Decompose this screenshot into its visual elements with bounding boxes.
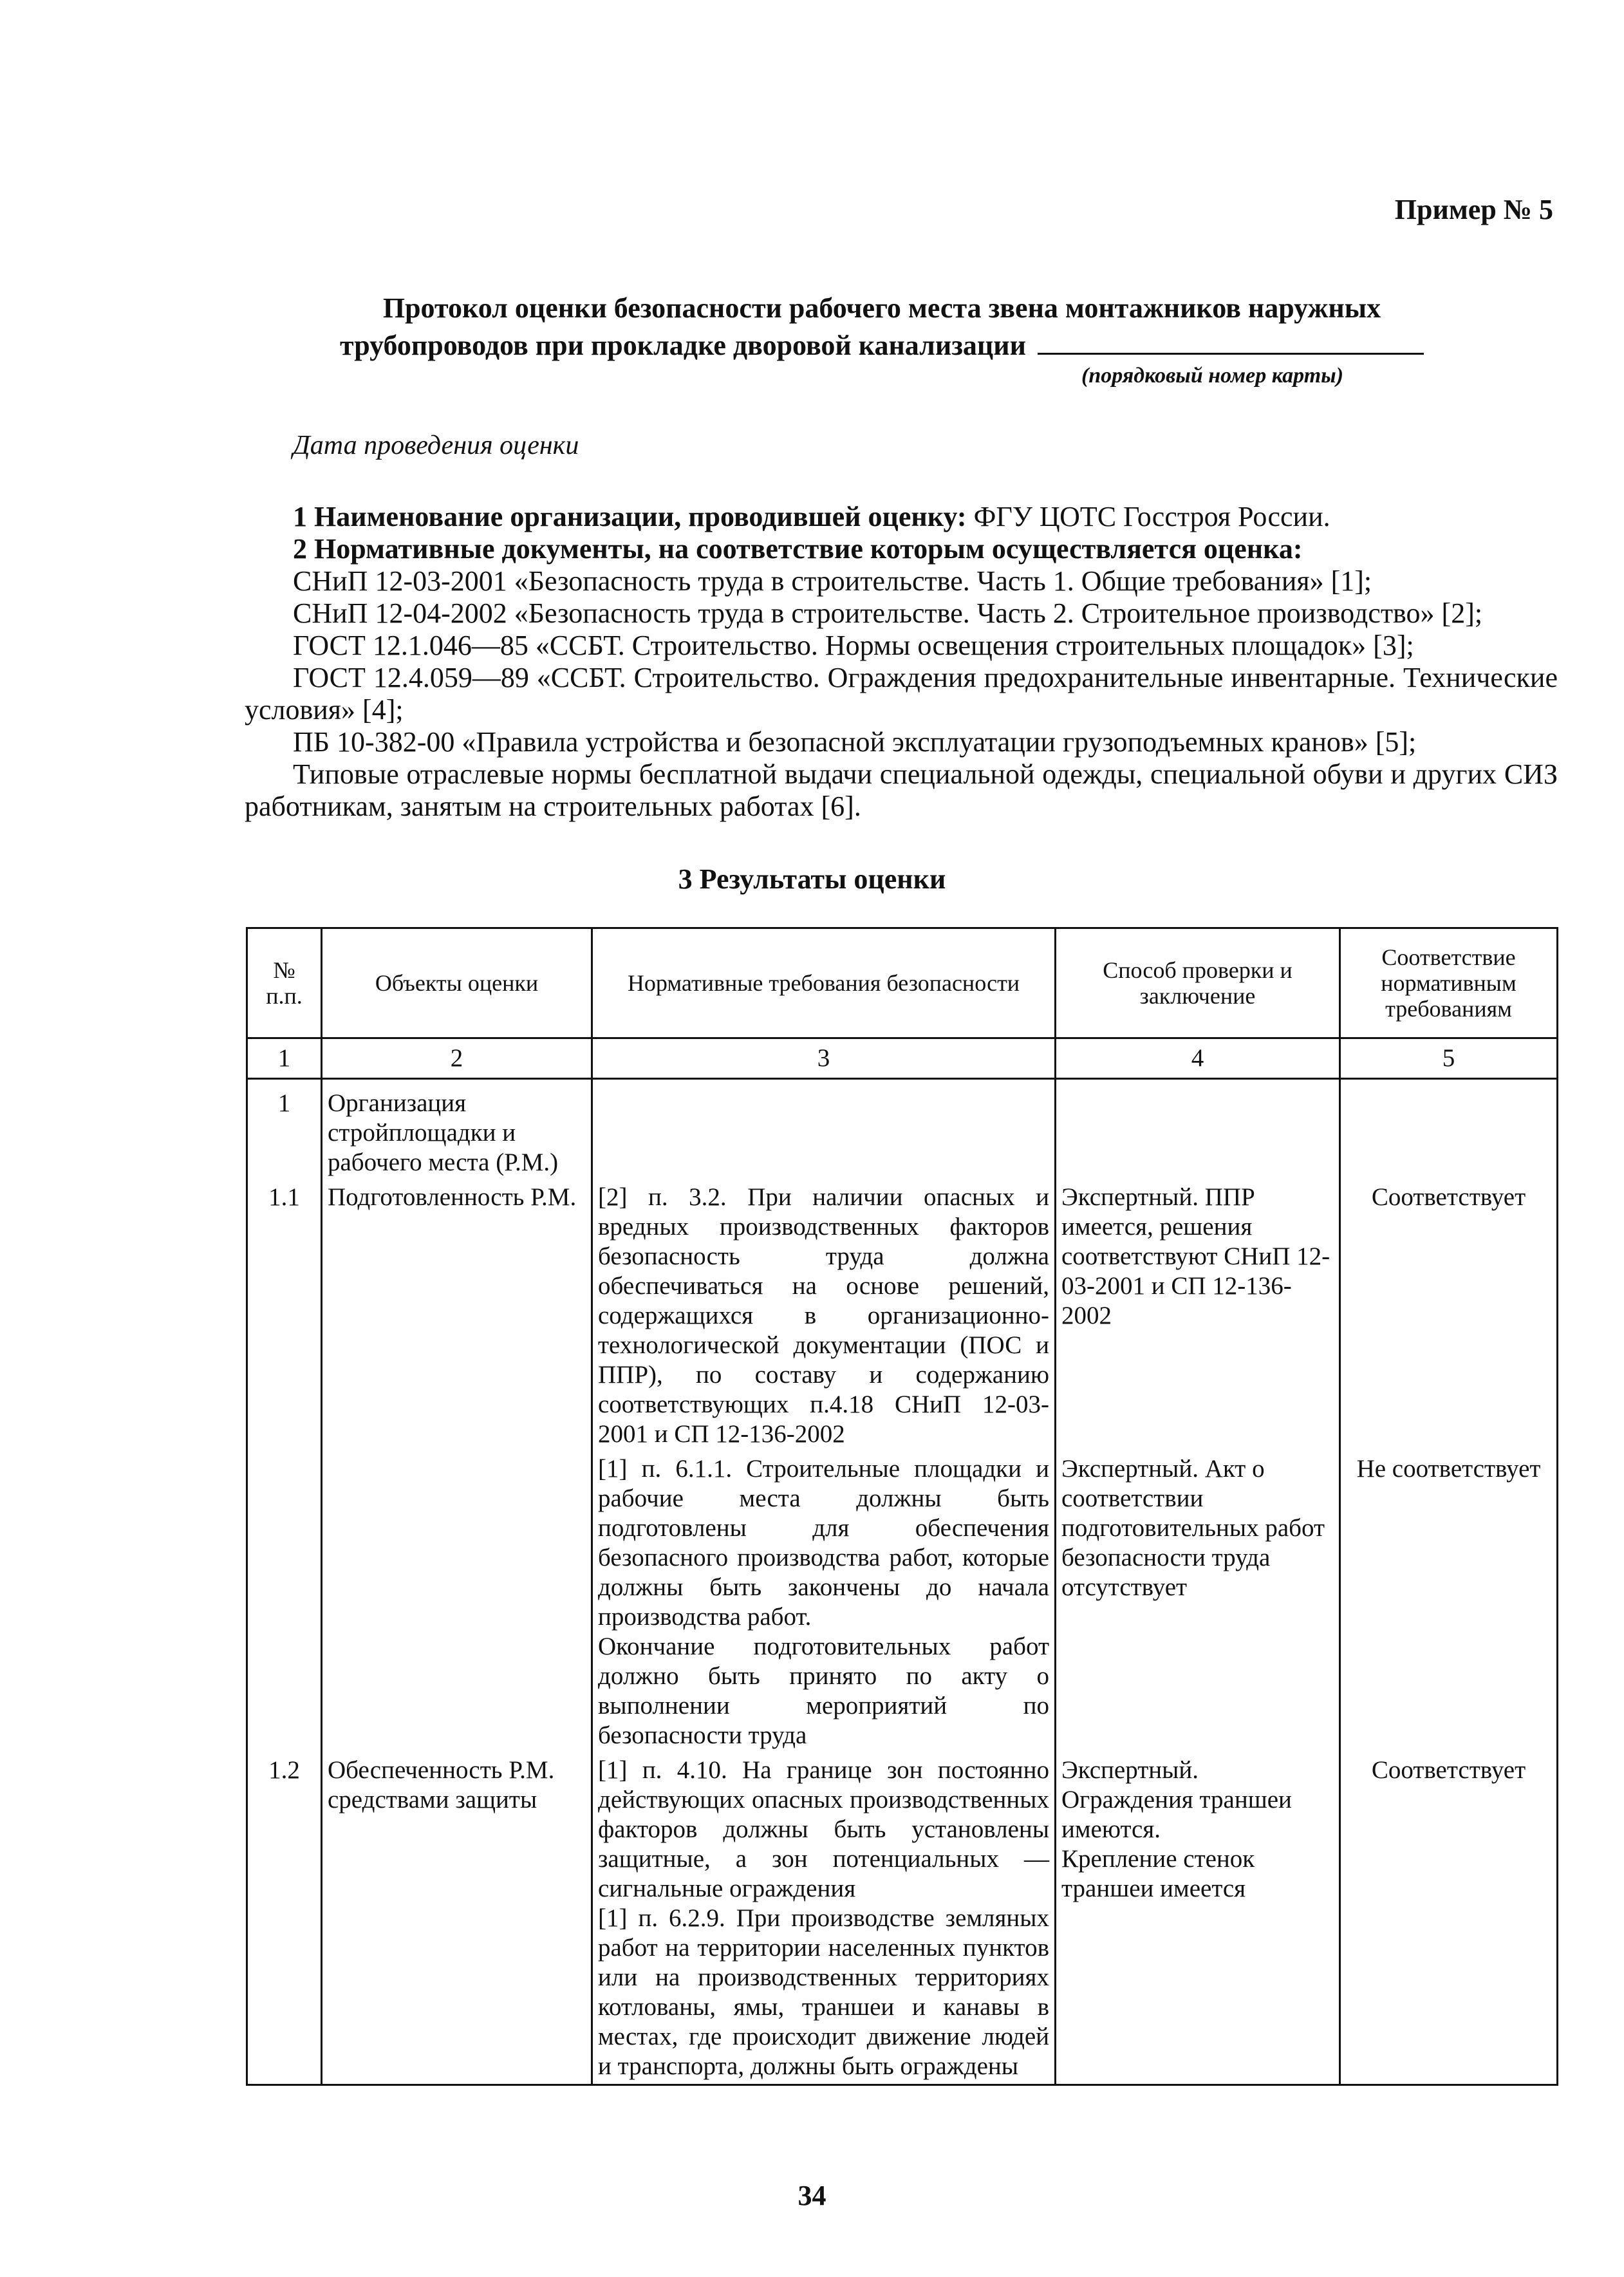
row-object [322, 1452, 592, 1753]
col-number: 4 [1056, 1038, 1340, 1079]
table-row [247, 1452, 1558, 1753]
row-number [247, 1452, 322, 1753]
row-number: 1.2 [247, 1753, 322, 2085]
row-method: Экспертный. Акт о соответствии подготовительных работ безопасности труда отсутствует [1056, 1452, 1340, 1753]
row-method [1056, 1079, 1340, 1181]
col-header-requirement: Нормативные требования безопасности [592, 928, 1056, 1038]
col-number: 3 [592, 1038, 1056, 1079]
page-number: 34 [798, 2180, 826, 2211]
row-method: Экспертный. ППР имеется, решения соответствуют СНиП 12-03-2001 и СП 12-136-2002 [1056, 1180, 1340, 1452]
evaluation-date-label: Дата проведения оценки [293, 431, 579, 460]
normative-doc-4: ГОСТ 12.4.059—89 «ССБТ. Строительство. Ограждения предохранительные инвентарные. Технические условия» [4]; [245, 662, 1558, 726]
row-compliance: Не соответствует [1340, 1452, 1558, 1753]
row-number: 1.1 [247, 1180, 322, 1452]
row-object: Подготовленность Р.М. [322, 1180, 592, 1452]
requirement-part-1: [1] п. 4.10. На границе зон постоянно действующих опасных производственных факторов должны быть установлены защитные, а зон потенциальных — сигнальные ограждения [598, 1756, 1049, 1902]
normative-doc-2: СНиП 12-04-2002 «Безопасность труда в строительстве. Часть 2. Строительное производство» [2]; [293, 597, 1483, 629]
method-part-1: Экспертный. Ограждения траншеи имеются. [1061, 1756, 1292, 1843]
normative-doc-3: ГОСТ 12.1.046—85 «ССБТ. Строительство. Нормы освещения строительных площадок» [3]; [293, 630, 1414, 661]
body-text [245, 501, 1558, 823]
row-requirement [592, 1753, 1056, 2085]
normative-docs-heading [245, 533, 1558, 565]
requirement-part-2: Окончание подготовительных работ должно быть принято по акту о выполнении мероприятий по безопасности труда [598, 1633, 1049, 1749]
row-number: 1 [247, 1079, 322, 1181]
row-object: Обеспеченность Р.М. средствами защиты [322, 1753, 592, 2085]
method-part-2: Крепление стенок траншеи имеется [1061, 1845, 1255, 1902]
organization-label: 1 Наименование организации, проводившей оценку: [293, 501, 967, 532]
row-requirement: [2] п. 3.2. При наличии опасных и вредных производственных факторов безопасность труда должна обеспечиваться на основе решений, содержащихся в организационно-технологической документации (ПОС и ППР), по составу и содержанию соответствующих п.4.18 СНиП 12-03-2001 и СП 12-136-2002 [592, 1180, 1056, 1452]
card-number-blank [1038, 327, 1424, 355]
results-table [246, 927, 1558, 2086]
row-method [1056, 1753, 1340, 2085]
card-number-note: (порядковый номер карты) [1081, 364, 1344, 388]
normative-doc-5: ПБ 10-382-00 «Правила устройства и безопасной эксплуатации грузоподъемных кранов» [5]; [293, 726, 1417, 758]
col-header-compliance: Соответствие нормативным требованиям [1340, 928, 1558, 1038]
title-text: Протокол оценки безопасности рабочего места звена монтажников наружных трубопроводов при прокладке дворовой канализации [340, 292, 1381, 361]
normative-docs-label: 2 Нормативные документы, на соответствие которым осуществляется оценка: [293, 533, 1303, 565]
column-number-row [247, 1038, 1558, 1079]
organization-value: ФГУ ЦОТС Госстроя России. [973, 501, 1330, 532]
col-number: 5 [1340, 1038, 1558, 1079]
col-header-num: № п.п. [247, 928, 322, 1038]
table-row [247, 1079, 1558, 1181]
col-number: 1 [247, 1038, 322, 1079]
requirement-part-2: [1] п. 6.2.9. При производстве земляных работ на территории населенных пунктов или на производственных территориях котлованы, ямы, траншеи и канавы в местах, где происходит движение людей и транспорта, должны быть ограждены [598, 1904, 1049, 2080]
example-number: Пример № 5 [1394, 194, 1553, 225]
col-number: 2 [322, 1038, 592, 1079]
normative-doc-1: СНиП 12-03-2001 «Безопасность труда в строительстве. Часть 1. Общие требования» [1]; [293, 565, 1372, 597]
row-compliance: Соответствует [1340, 1753, 1558, 2085]
normative-doc-6: Типовые отраслевые нормы бесплатной выдачи специальной одежды, специальной обуви и других СИЗ работникам, занятым на строительных работах [6]. [245, 758, 1558, 822]
table-row [247, 1753, 1558, 2085]
row-requirement [592, 1452, 1056, 1753]
col-header-method: Способ проверки и заключение [1056, 928, 1340, 1038]
row-compliance [1340, 1079, 1558, 1181]
results-section-title: 3 Результаты оценки [678, 863, 946, 895]
document-title [335, 290, 1429, 364]
row-requirement [592, 1079, 1056, 1181]
requirement-part-1: [1] п. 6.1.1. Строительные площадки и рабочие места должны быть подготовлены для обеспечения безопасного производства работ, которые должны быть закончены до начала производства работ. [598, 1455, 1049, 1631]
organization-line [245, 501, 1558, 533]
row-compliance: Соответствует [1340, 1180, 1558, 1452]
row-object: Организация стройплощадки и рабочего места (Р.М.) [322, 1079, 592, 1181]
col-header-object: Объекты оценки [322, 928, 592, 1038]
table-row [247, 1180, 1558, 1452]
table-header-row [247, 928, 1558, 1038]
